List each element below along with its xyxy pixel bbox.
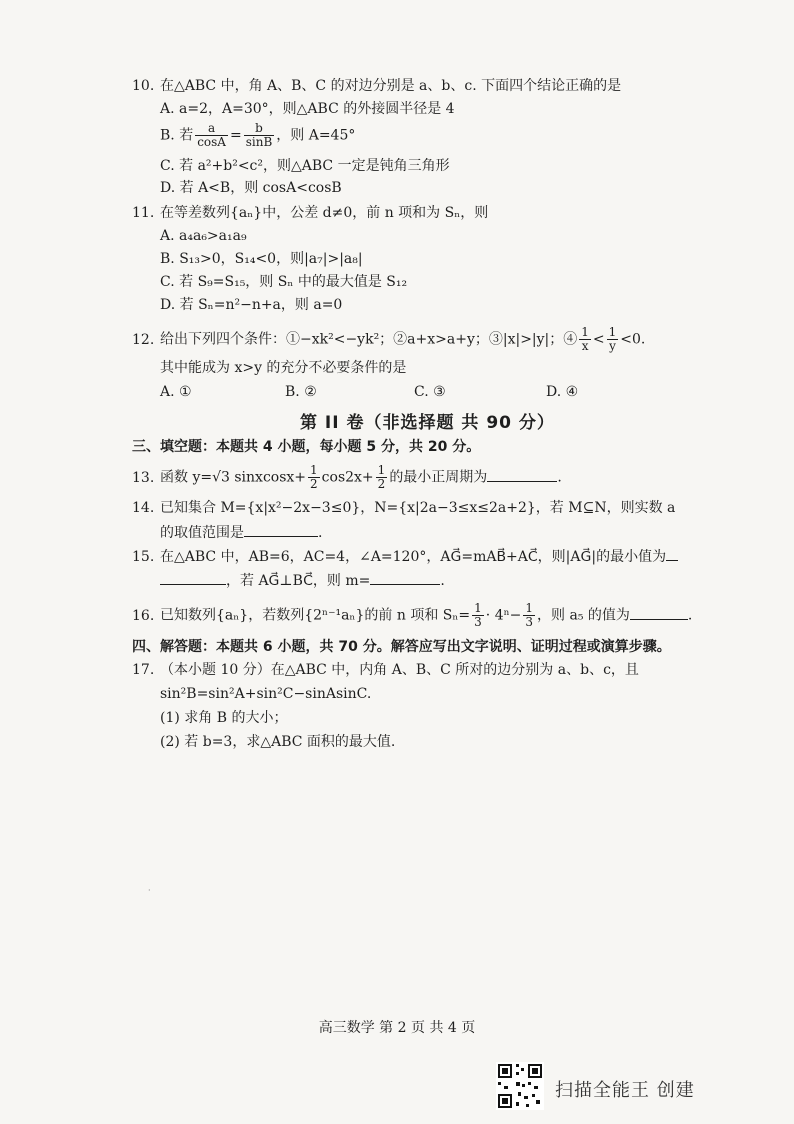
fraction-denominator: sinB — [245, 135, 273, 149]
question-stem: （本小题 10 分）在△ABC 中，内角 A、B、C 所对的边分别为 a、b、c，且 — [160, 662, 639, 678]
fraction-denominator: 2 — [377, 477, 386, 491]
question-number: 10. — [132, 78, 155, 94]
question-stem: 函数 y=√3 sinxcosx+ — [160, 469, 307, 486]
fraction-numerator: 1 — [377, 463, 386, 477]
question-11 — [132, 203, 488, 223]
section-title: 第 II 卷（非选择题 共 90 分） — [300, 413, 555, 433]
option-b-suffix: ，则 A=45° — [276, 127, 356, 144]
option-b: B. ② — [285, 384, 317, 400]
answer-heading: 四、解答题：本题共 6 小题，共 70 分。解答应写出文字说明、证明过程或演算步骤。 — [132, 639, 671, 655]
question-14-line2 — [160, 522, 322, 543]
answer-blank[interactable] — [370, 570, 440, 585]
fraction — [607, 326, 619, 353]
question-17 — [132, 660, 639, 680]
question-17-line2: sin²B=sin²A+sin²C−sinAsinC. — [160, 686, 372, 702]
option-a: A. ① — [160, 384, 192, 400]
small-mark: · — [148, 886, 151, 895]
period: . — [440, 573, 445, 589]
question-number: 16. — [132, 607, 155, 624]
option-a: A. a₄a₆>a₁a₉ — [160, 228, 247, 244]
question-stem: 给出下列四个条件：①−xk²<−yk²；②a+x>a+y；③|x|>|y|；④ — [160, 331, 578, 348]
question-12-line2: 其中能成为 x>y 的充分不必要条件的是 — [160, 360, 407, 376]
question-14 — [132, 498, 675, 518]
option-d: D. ④ — [546, 384, 579, 400]
option-d: D. 若 A<B，则 cosA<cosB — [160, 180, 342, 196]
option-b — [160, 122, 355, 149]
question-stem-suffix: <0. — [620, 331, 646, 348]
equals-sign: = — [229, 127, 242, 144]
fraction — [244, 122, 275, 149]
period: . — [687, 607, 693, 624]
fraction — [579, 326, 591, 353]
question-16 — [132, 602, 692, 629]
period: . — [318, 525, 323, 541]
question-stem: 已知数列{aₙ}，若数列{2ⁿ⁻¹aₙ}的前 n 项和 Sₙ= — [160, 607, 471, 624]
fill-in-heading: 三、填空题：本题共 4 小题，每小题 5 分，共 20 分。 — [132, 439, 481, 455]
question-15 — [132, 546, 678, 567]
question-stem: 已知集合 M={x|x²−2x−3≤0}，N={x|2a−3≤x≤2a+2}，若 M⊆N，则实数 a — [160, 500, 676, 516]
fraction — [195, 122, 228, 149]
question-stem: 在△ABC 中，AB=6，AC=4，∠A=120°，AG⃗=mAB⃗+AC⃗，则|AG⃗|的最小值为 — [160, 549, 667, 565]
option-a: A. a=2，A=30°，则△ABC 的外接圆半径是 4 — [160, 101, 455, 117]
fraction-numerator: a — [195, 122, 228, 136]
question-stem: 在等差数列{aₙ}中，公差 d≠0，前 n 项和为 Sₙ，则 — [160, 205, 489, 221]
fraction-denominator: 2 — [310, 477, 318, 491]
answer-blank[interactable] — [630, 605, 688, 620]
fraction — [376, 464, 388, 491]
fraction-denominator: y — [609, 339, 616, 353]
question-number: 12. — [132, 331, 155, 348]
question-stem: 在△ABC 中，角 A、B、C 的对边分别是 a、b、c. 下面四个结论正确的是 — [160, 78, 622, 94]
question-17-part1: (1) 求角 B 的大小； — [160, 710, 288, 726]
option-c: C. ③ — [414, 384, 446, 400]
fraction-numerator: 1 — [608, 325, 617, 339]
fraction-numerator: 1 — [310, 463, 318, 477]
question-number: 13. — [132, 469, 155, 486]
option-d: D. 若 Sₙ=n²−n+a，则 a=0 — [160, 297, 343, 313]
fraction — [308, 464, 320, 491]
fraction-numerator: 1 — [581, 325, 589, 339]
question-number: 17. — [132, 662, 155, 678]
question-stem-suffix: ，则 a₅ 的值为 — [537, 607, 630, 624]
fraction-denominator: cosA — [197, 135, 226, 149]
question-number: 11. — [132, 205, 155, 221]
fraction-numerator: b — [244, 122, 275, 136]
question-stem-mid: cos2x+ — [321, 469, 374, 486]
question-13 — [132, 464, 562, 491]
question-stem-suffix: 的最小正周期为 — [389, 469, 488, 486]
fraction-denominator: 3 — [525, 615, 534, 629]
question-10 — [132, 76, 621, 96]
question-17-part2: (2) 若 b=3，求△ABC 面积的最大值. — [160, 734, 396, 750]
qr-code-icon — [496, 1062, 544, 1110]
fraction-denominator: 3 — [474, 615, 482, 629]
page-footer: 高三数学 第 2 页 共 4 页 — [318, 1020, 476, 1036]
answer-blank[interactable] — [487, 467, 557, 482]
period: . — [557, 469, 562, 486]
question-stem-line2: 的取值范围是 — [160, 525, 244, 541]
option-c: C. 若 S₉=S₁₅，则 Sₙ 中的最大值是 S₁₂ — [160, 274, 408, 290]
answer-blank[interactable] — [666, 546, 678, 561]
question-15-line2 — [160, 570, 445, 591]
option-c: C. 若 a²+b²<c²，则△ABC 一定是钝角三角形 — [160, 158, 450, 174]
question-12 — [132, 326, 645, 353]
question-stem-mid: ，若 AG⃗⊥BC⃗，则 m= — [226, 573, 371, 589]
scanner-watermark: 扫描全能王 创建 — [555, 1080, 695, 1101]
question-stem-mid: · 4ⁿ− — [485, 607, 522, 624]
fraction-numerator: 1 — [474, 601, 482, 615]
answer-blank[interactable] — [244, 522, 318, 537]
question-number: 14. — [132, 500, 155, 516]
option-b: B. S₁₃>0，S₁₄<0，则|a₇|>|a₈| — [160, 251, 363, 267]
fraction — [523, 602, 535, 629]
question-number: 15. — [132, 549, 155, 565]
answer-blank[interactable] — [160, 570, 226, 585]
fraction-numerator: 1 — [525, 601, 534, 615]
fraction — [472, 602, 484, 629]
option-b-prefix: B. 若 — [160, 127, 194, 144]
fraction-denominator: x — [581, 339, 589, 353]
less-than-sign: < — [592, 331, 605, 348]
